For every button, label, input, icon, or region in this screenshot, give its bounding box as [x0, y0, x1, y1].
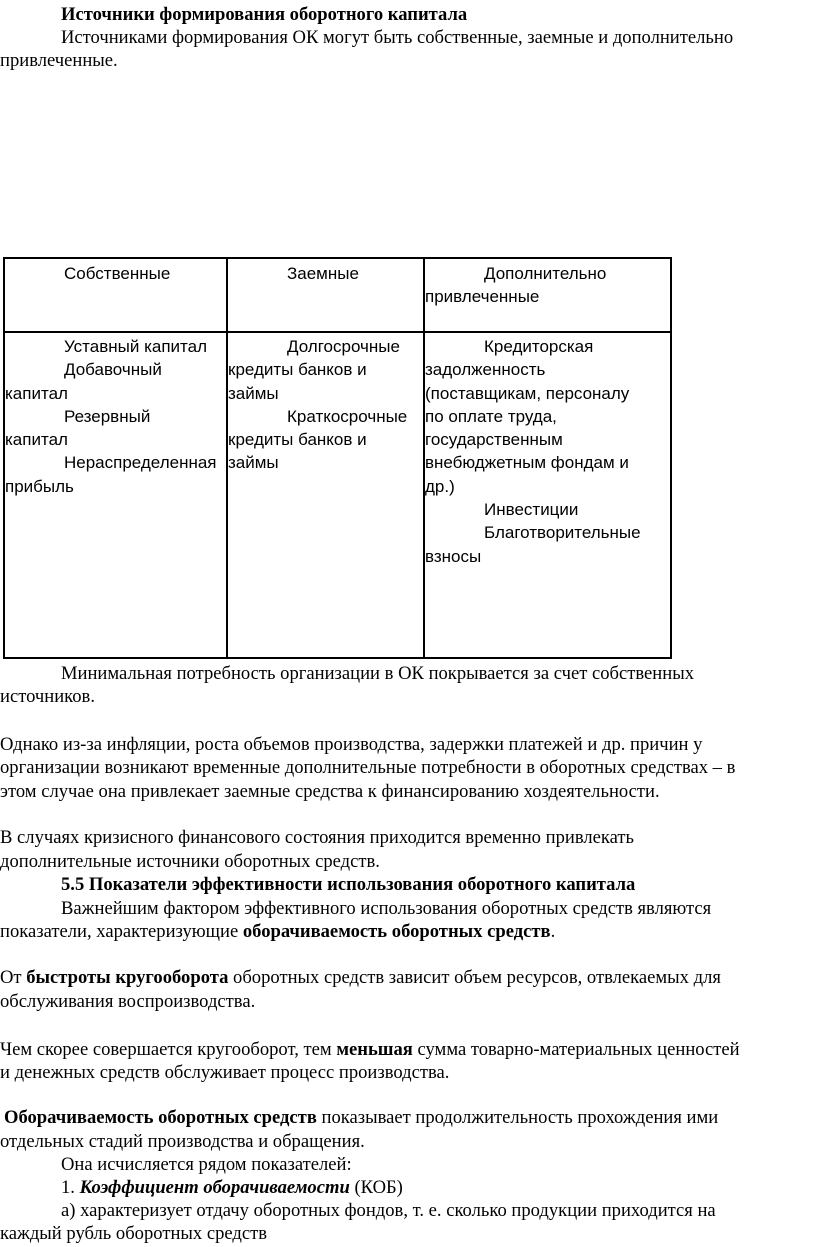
paragraph-1-line-2: источников. — [0, 686, 95, 707]
paragraph-3-line-2: дополнительные источники оборотных средств. — [0, 851, 380, 872]
intro-line-1: Источниками формирования ОК могут быть собственные, заемные и дополнительно — [61, 27, 734, 48]
table-header-divider — [5, 331, 670, 333]
paragraph-7-line-1: Оборачиваемость оборотных средств показывает продолжительность прохождения ими — [4, 1107, 719, 1128]
table-cell-borrowed-sources: Долгосрочные кредиты банков и займы Краткосрочные кредиты банков и займы — [228, 337, 408, 473]
table-header-borrowed: Заемные — [287, 264, 359, 283]
paragraph-2-line-3: этом случае она привлекает заемные средства к финансированию хоздеятельности. — [0, 781, 660, 802]
intro-line-2: привлеченные. — [0, 50, 118, 71]
paragraph-6-line-1: Чем скорее совершается кругооборот, тем меньшая сумма товарно-материальных ценностей — [0, 1039, 740, 1060]
paragraph-2-line-1: Однако из-за инфляции, роста объемов производства, задержки платежей и др. причин у — [0, 734, 703, 755]
paragraph-3-line-1: В случаях кризисного финансового состояния приходится временно привлекать — [0, 827, 635, 848]
paragraph-6-line-2: и денежных средств обслуживает процесс производства. — [0, 1062, 450, 1083]
turnover-term: оборачиваемость оборотных средств — [242, 921, 551, 942]
table-header-own: Собственные — [64, 264, 171, 283]
paragraph-10-line-2: каждый рубль оборотных средств — [0, 1223, 268, 1244]
paragraph-4-line-2: показатели, характеризующие оборачиваемость оборотных средств. — [0, 921, 556, 942]
paragraph-9: 1. Коэффициент оборачиваемости (КОБ) — [61, 1177, 403, 1198]
table-cell-additional-sources: Кредиторская задолженность (поставщикам, персоналу по оплате труда, государственным внебюджетным фондам и др.) Инвестиции Благотворительные взносы — [425, 337, 641, 566]
paragraph-7-line-2: отдельных стадий производства и обращения. — [0, 1131, 365, 1152]
table-header-additional: Дополнительно привлеченные — [425, 264, 607, 307]
paragraph-2-line-2: организации возникают временные дополнительные потребности в оборотных средствах – в — [0, 757, 736, 778]
turnover-coefficient-term: Коэффициент оборачиваемости — [79, 1177, 350, 1198]
paragraph-1-line-1: Минимальная потребность организации в ОК покрывается за счет собственных — [61, 663, 694, 684]
paragraph-10-line-1: а) характеризует отдачу оборотных фондов, т. е. сколько продукции приходится на — [61, 1200, 716, 1221]
paragraph-8: Она исчисляется рядом показателей: — [61, 1154, 352, 1175]
paragraph-4-line-1: Важнейшим фактором эффективного использования оборотных средств являются — [61, 898, 712, 919]
circulation-speed-term: быстроты кругооборота — [26, 967, 229, 988]
smaller-term: меньшая — [336, 1039, 413, 1060]
paragraph-5-line-1: От быстроты кругооборота оборотных средств зависит объем ресурсов, отвлекаемых для — [0, 967, 721, 988]
table-cell-own-sources: Уставный капитал Добавочный капитал Резервный капитал Нераспределенная прибыль — [5, 337, 217, 496]
turnover-definition-term: Оборачиваемость оборотных средств — [4, 1107, 317, 1128]
sources-table — [3, 257, 672, 659]
section-title-indicators: 5.5 Показатели эффективности использования оборотного капитала — [61, 874, 636, 895]
paragraph-5-line-2: обслуживания воспроизводства. — [0, 991, 256, 1012]
section-title-sources: Источники формирования оборотного капитала — [61, 4, 468, 25]
